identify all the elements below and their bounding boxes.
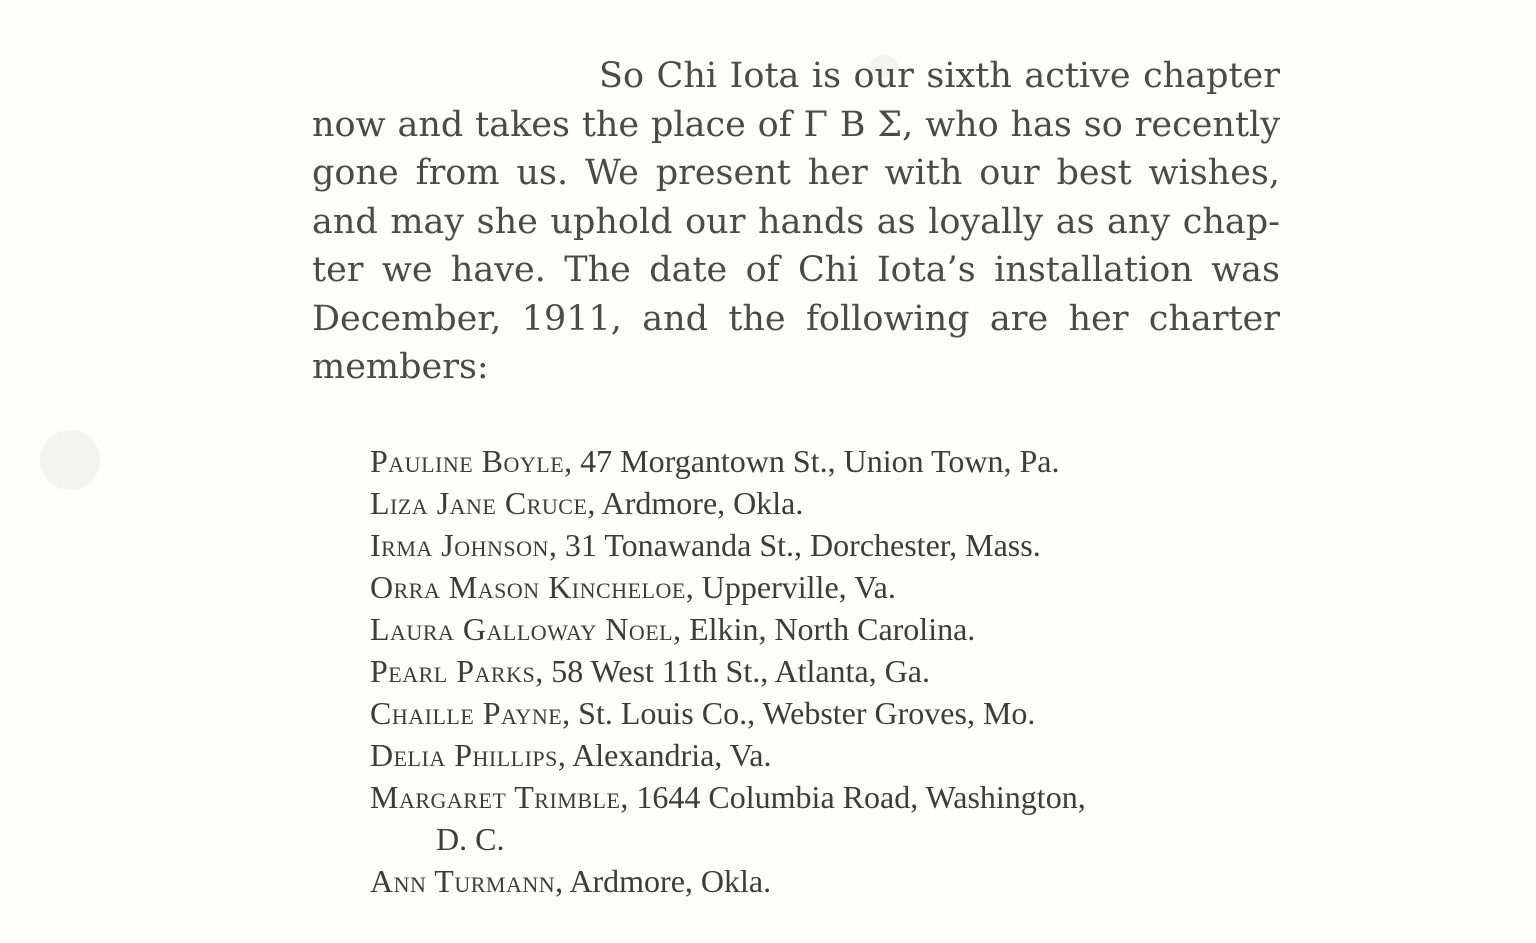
member-name: Chaille Payne xyxy=(370,695,563,731)
member-entry xyxy=(370,524,1280,566)
member-address: , Elkin, North Carolina. xyxy=(673,611,976,647)
member-address: , Upperville, Va. xyxy=(685,569,896,605)
member-name: Delia Phillips xyxy=(370,737,558,773)
member-name: Pearl Parks xyxy=(370,653,536,689)
member-entry xyxy=(370,776,1280,860)
member-entry xyxy=(370,734,1280,776)
paper-blemish xyxy=(40,430,100,490)
paragraph-line: ter we have. The date of Chi Iota’s installation was xyxy=(312,250,1280,290)
member-address-continuation: D. C. xyxy=(436,821,505,857)
member-name: Irma Johnson xyxy=(370,527,549,563)
member-name: Laura Galloway Noel xyxy=(370,611,674,647)
member-name: Ann Turmann xyxy=(370,863,556,899)
member-entry xyxy=(370,650,1280,692)
member-entry xyxy=(370,692,1280,734)
member-name: Margaret Trimble xyxy=(370,779,621,815)
member-address: , Ardmore, Okla. xyxy=(587,485,804,521)
member-address: , St. Louis Co., Webster Groves, Mo. xyxy=(562,695,1036,731)
member-name: Pauline Boyle xyxy=(370,443,565,479)
charter-members-list xyxy=(370,440,1280,902)
member-address: , Alexandria, Va. xyxy=(557,737,772,773)
paragraph-line: December, 1911, and the following are her charter xyxy=(312,298,1280,339)
member-entry xyxy=(370,440,1280,482)
member-address: , 1644 Columbia Road, Washington, xyxy=(620,779,1086,815)
member-entry xyxy=(370,482,1280,524)
paragraph-line: members: xyxy=(312,347,489,387)
member-address: , Ardmore, Okla. xyxy=(555,863,772,899)
member-entry xyxy=(370,608,1280,650)
member-name: Orra Mason Kincheloe xyxy=(370,569,686,605)
member-address: , 31 Tonawanda St., Dorchester, Mass. xyxy=(548,527,1041,563)
paragraph-line: So Chi Iota is our sixth active chapter xyxy=(599,56,1280,96)
member-address: , 58 West 11th St., Atlanta, Ga. xyxy=(535,653,930,689)
paragraph-line: gone from us. We present her with our best wishes, xyxy=(312,153,1280,193)
paragraph-line: now and takes the place of Γ Β Σ, who has so recently xyxy=(312,104,1280,145)
member-entry xyxy=(370,860,1280,902)
member-entry xyxy=(370,566,1280,608)
member-name: Liza Jane Cruce xyxy=(370,485,588,521)
paragraph-line: and may she uphold our hands as loyally as any chap- xyxy=(312,201,1280,242)
member-address: , 47 Morgantown St., Union Town, Pa. xyxy=(564,443,1060,479)
intro-paragraph xyxy=(312,52,1280,392)
